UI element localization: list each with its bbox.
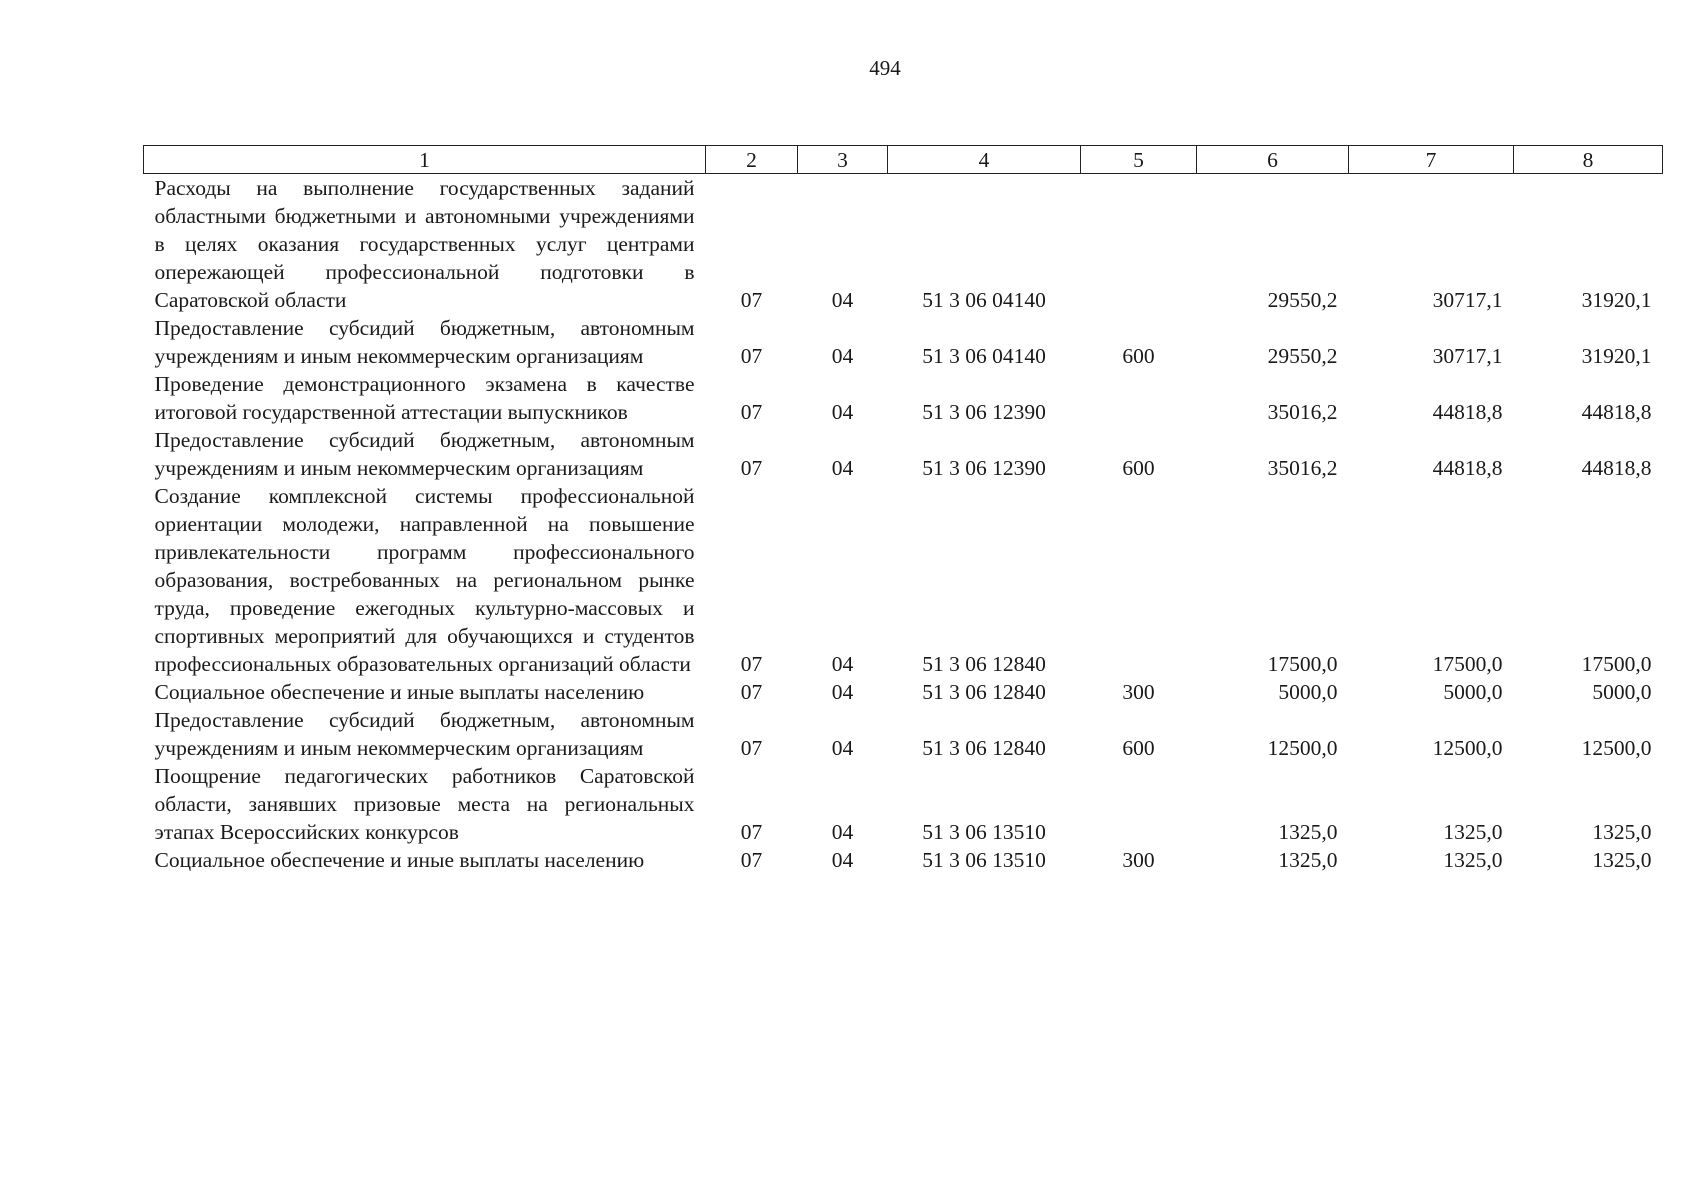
table-row xyxy=(144,314,1663,370)
row-amount-2: 5000,0 xyxy=(1443,680,1503,704)
row-amount-1: 35016,2 xyxy=(1267,456,1338,480)
row-target-item: 51 3 06 12390 xyxy=(922,400,1046,424)
column-header-6: 6 xyxy=(1197,146,1349,174)
row-amount-3: 1325,0 xyxy=(1592,848,1652,872)
row-section: 07 xyxy=(740,288,763,312)
row-section: 07 xyxy=(740,400,763,424)
row-description: Социальное обеспечение и иные выплаты населению xyxy=(154,680,645,704)
row-section: 07 xyxy=(740,456,763,480)
row-target-item: 51 3 06 04140 xyxy=(922,344,1046,368)
row-expense-type: 600 xyxy=(1122,456,1155,480)
header-row xyxy=(144,146,1663,174)
row-amount-2: 1325,0 xyxy=(1443,848,1503,872)
row-amount-1: 12500,0 xyxy=(1267,736,1338,760)
row-target-item: 51 3 06 13510 xyxy=(922,820,1046,844)
row-subsection: 04 xyxy=(831,288,854,312)
row-expense-type: 300 xyxy=(1122,680,1155,704)
column-header-7: 7 xyxy=(1349,146,1514,174)
table-row xyxy=(144,678,1663,706)
row-amount-2: 30717,1 xyxy=(1432,288,1503,312)
row-amount-2: 30717,1 xyxy=(1432,344,1503,368)
row-amount-1: 17500,0 xyxy=(1267,652,1338,676)
row-target-item: 51 3 06 12390 xyxy=(922,456,1046,480)
table-row xyxy=(144,846,1663,874)
row-expense-type xyxy=(1081,174,1197,315)
row-expense-type xyxy=(1081,370,1197,426)
row-target-item: 51 3 06 13510 xyxy=(922,848,1046,872)
row-description: Создание комплексной системы профессиональной ориентации молодежи, направленной на повышение привлекательности программ профессионального образования, востребованных на региональном рынке труда, проведение ежегодных культурно-массовых и спортивных мероприятий для обучающихся и студентов профессиональных образовательных организаций области xyxy=(154,484,695,676)
row-section: 07 xyxy=(740,848,763,872)
row-expense-type xyxy=(1081,482,1197,678)
table-row xyxy=(144,174,1663,315)
column-header-2: 2 xyxy=(706,146,798,174)
row-amount-2: 1325,0 xyxy=(1443,820,1503,844)
row-expense-type: 600 xyxy=(1122,736,1155,760)
row-subsection: 04 xyxy=(831,848,854,872)
row-description: Предоставление субсидий бюджетным, автономным учреждениям и иным некоммерческим организациям xyxy=(154,428,695,480)
row-amount-1: 1325,0 xyxy=(1278,848,1338,872)
row-amount-1: 1325,0 xyxy=(1278,820,1338,844)
row-section: 07 xyxy=(740,736,763,760)
row-amount-1: 29550,2 xyxy=(1267,344,1338,368)
row-subsection: 04 xyxy=(831,400,854,424)
row-description: Расходы на выполнение государственных заданий областными бюджетными и автономными учреждениями в целях оказания государственных услуг центрами опережающей профессиональной подготовки в Саратовской области xyxy=(154,176,695,312)
row-subsection: 04 xyxy=(831,820,854,844)
row-amount-3: 31920,1 xyxy=(1581,344,1652,368)
row-amount-3: 12500,0 xyxy=(1581,736,1652,760)
row-section: 07 xyxy=(740,344,763,368)
column-header-5: 5 xyxy=(1081,146,1197,174)
table-row xyxy=(144,370,1663,426)
table-row xyxy=(144,426,1663,482)
table-row xyxy=(144,706,1663,762)
row-amount-2: 44818,8 xyxy=(1432,456,1503,480)
page-number: 494 xyxy=(869,56,901,80)
budget-table xyxy=(143,145,1663,874)
row-subsection: 04 xyxy=(831,736,854,760)
row-subsection: 04 xyxy=(831,456,854,480)
row-description: Социальное обеспечение и иные выплаты населению xyxy=(154,848,645,872)
row-amount-1: 5000,0 xyxy=(1278,680,1338,704)
row-section: 07 xyxy=(740,652,763,676)
column-header-4: 4 xyxy=(888,146,1081,174)
row-amount-1: 29550,2 xyxy=(1267,288,1338,312)
row-amount-3: 31920,1 xyxy=(1581,288,1652,312)
row-expense-type xyxy=(1081,762,1197,846)
row-subsection: 04 xyxy=(831,680,854,704)
row-amount-3: 17500,0 xyxy=(1581,652,1652,676)
row-amount-3: 44818,8 xyxy=(1581,456,1652,480)
column-header-1: 1 xyxy=(144,146,706,174)
row-amount-1: 35016,2 xyxy=(1267,400,1338,424)
row-subsection: 04 xyxy=(831,652,854,676)
row-amount-2: 17500,0 xyxy=(1432,652,1503,676)
row-expense-type: 300 xyxy=(1122,848,1155,872)
row-amount-3: 1325,0 xyxy=(1592,820,1652,844)
row-description: Проведение демонстрационного экзамена в качестве итоговой государственной аттестации выпускников xyxy=(154,372,695,424)
row-target-item: 51 3 06 12840 xyxy=(922,652,1046,676)
row-subsection: 04 xyxy=(831,344,854,368)
row-amount-3: 5000,0 xyxy=(1592,680,1652,704)
row-section: 07 xyxy=(740,820,763,844)
row-description: Предоставление субсидий бюджетным, автономным учреждениям и иным некоммерческим организациям xyxy=(154,708,695,760)
table-row xyxy=(144,482,1663,678)
row-section: 07 xyxy=(740,680,763,704)
row-target-item: 51 3 06 12840 xyxy=(922,736,1046,760)
row-expense-type: 600 xyxy=(1122,344,1155,368)
row-description: Поощрение педагогических работников Саратовской области, занявших призовые места на региональных этапах Всероссийских конкурсов xyxy=(154,764,695,844)
row-amount-2: 44818,8 xyxy=(1432,400,1503,424)
row-description: Предоставление субсидий бюджетным, автономным учреждениям и иным некоммерческим организациям xyxy=(154,316,695,368)
column-header-3: 3 xyxy=(798,146,888,174)
row-target-item: 51 3 06 12840 xyxy=(922,680,1046,704)
row-amount-3: 44818,8 xyxy=(1581,400,1652,424)
table-row xyxy=(144,762,1663,846)
row-amount-2: 12500,0 xyxy=(1432,736,1503,760)
column-header-8: 8 xyxy=(1514,146,1663,174)
row-target-item: 51 3 06 04140 xyxy=(922,288,1046,312)
